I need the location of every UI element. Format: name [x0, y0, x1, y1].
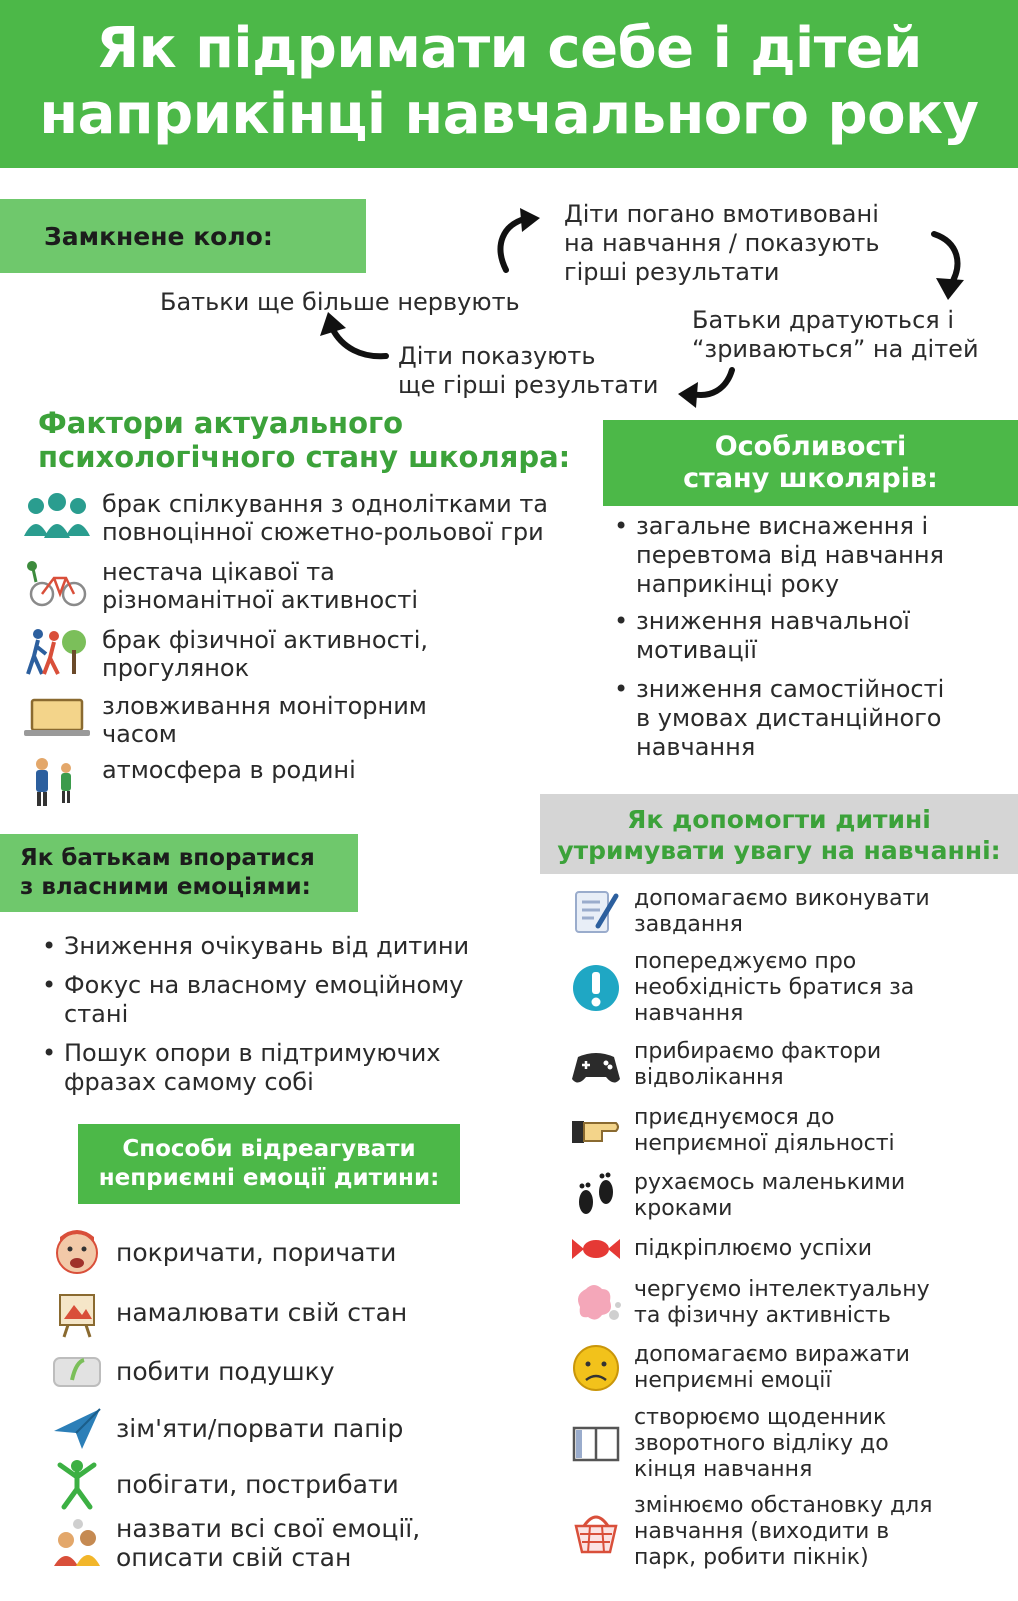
bicycle-icon [22, 558, 92, 610]
list-item: назвати всі свої емоції, описати свій стан [50, 1512, 530, 1574]
brain-icon [570, 1277, 622, 1329]
list-item: • Зниження очікувань від дитини [40, 932, 540, 961]
list-item: брак спілкування з однолітками та повноцінної сюжетно-рольової гри [22, 490, 602, 558]
curved-arrow-icon [674, 366, 744, 418]
ways-heading: Способи відреагувати неприємні емоції дитини: [78, 1124, 460, 1204]
list-item: підкріплюємо успіхи [570, 1228, 1010, 1270]
list-item: рухаємось маленькими кроками [570, 1164, 1010, 1228]
footprints-icon [570, 1170, 622, 1222]
list-item: намалювати свій стан [50, 1282, 530, 1342]
parents-heading: Як батькам впоратися з власними емоціями: [0, 834, 358, 912]
painting-icon [50, 1285, 104, 1339]
list-item: покричати, поричати [50, 1222, 530, 1282]
attention-heading: Як допомогти дитині утримувати увагу на навчанні: [540, 794, 1018, 874]
list-item: допомагаємо виражати неприємні емоції [570, 1336, 1010, 1400]
candy-icon [570, 1223, 622, 1275]
list-item: зловживання моніторним часом [22, 692, 602, 756]
ways-list [50, 1222, 530, 1574]
features-list [612, 512, 1012, 762]
cycle-label: Замкнене коло: [0, 199, 366, 273]
title-line-1: Як підримати себе і дітей [96, 16, 922, 81]
list-item: прибираємо фактори відволікання [570, 1032, 1010, 1098]
paper-plane-icon [50, 1401, 104, 1455]
list-item: • Фокус на власному емоційному стані [40, 971, 540, 1029]
list-item: створюємо щоденник зворотного відліку до кінця навчання [570, 1400, 1010, 1488]
walking-people-icon [22, 626, 92, 678]
picnic-basket-icon [570, 1506, 622, 1558]
family-icon [22, 756, 92, 808]
gamepad-icon [570, 1039, 622, 1091]
checklist-icon [570, 886, 622, 938]
curved-arrow-icon [316, 308, 392, 364]
list-item: попереджуємо про необхідність братися за навчання [570, 944, 1010, 1032]
parents-list [40, 932, 540, 1097]
sad-face-icon [570, 1342, 622, 1394]
curved-arrow-icon [928, 228, 988, 304]
list-item: • загальне виснаження і перевтома від навчання наприкінці року [612, 512, 1012, 599]
list-item: побити подушку [50, 1342, 530, 1400]
pointing-hand-icon [570, 1105, 622, 1157]
list-item: зім'яти/порвати папір [50, 1400, 530, 1456]
factors-heading: Фактори актуального психологічного стану школяра: [38, 406, 571, 474]
notebook-icon [570, 1418, 622, 1470]
list-item: • зниження навчальної мотивації [612, 607, 1012, 665]
cycle-step-1: Діти погано вмотивовані на навчання / показують гірші результати [564, 200, 880, 286]
talking-people-icon [50, 1516, 104, 1570]
laptop-icon [22, 692, 92, 744]
pillow-icon [50, 1344, 104, 1398]
cycle-step-4: Батьки ще більше нервують [160, 288, 520, 316]
list-item: • Пошук опори в підтримуючих фразах самому собі [40, 1039, 540, 1097]
list-item: нестача цікавої та різноманітної активності [22, 558, 602, 626]
curved-arrow-icon [488, 206, 548, 276]
list-item: допомагаємо виконувати завдання [570, 880, 1010, 944]
features-heading: Особливості стану школярів: [603, 420, 1018, 506]
list-item: приєднуємося до неприємної діяльності [570, 1098, 1010, 1164]
list-item: атмосфера в родині [22, 756, 602, 812]
list-item: брак фізичної активності, прогулянок [22, 626, 602, 692]
children-group-icon [22, 490, 92, 542]
factors-list [22, 490, 602, 812]
list-item: змінюємо обстановку для навчання (виходити в парк, робити пікнік) [570, 1488, 1010, 1576]
cycle-step-3: Діти показують ще гірші результати [398, 342, 659, 399]
list-item: чергуємо інтелектуальну та фізичну активність [570, 1270, 1010, 1336]
list-item: побігати, пострибати [50, 1456, 530, 1512]
list-item: • зниження самостійності в умовах дистанційного навчання [612, 675, 1012, 762]
page-title [0, 0, 1018, 168]
shouting-face-icon [50, 1225, 104, 1279]
title-line-2: наприкінці навчального року [39, 82, 979, 147]
exclamation-icon [570, 962, 622, 1014]
attention-list [570, 880, 1010, 1576]
jumping-person-icon [50, 1457, 104, 1511]
cycle-step-2: Батьки дратуються і “зриваються” на дітей [692, 306, 979, 363]
